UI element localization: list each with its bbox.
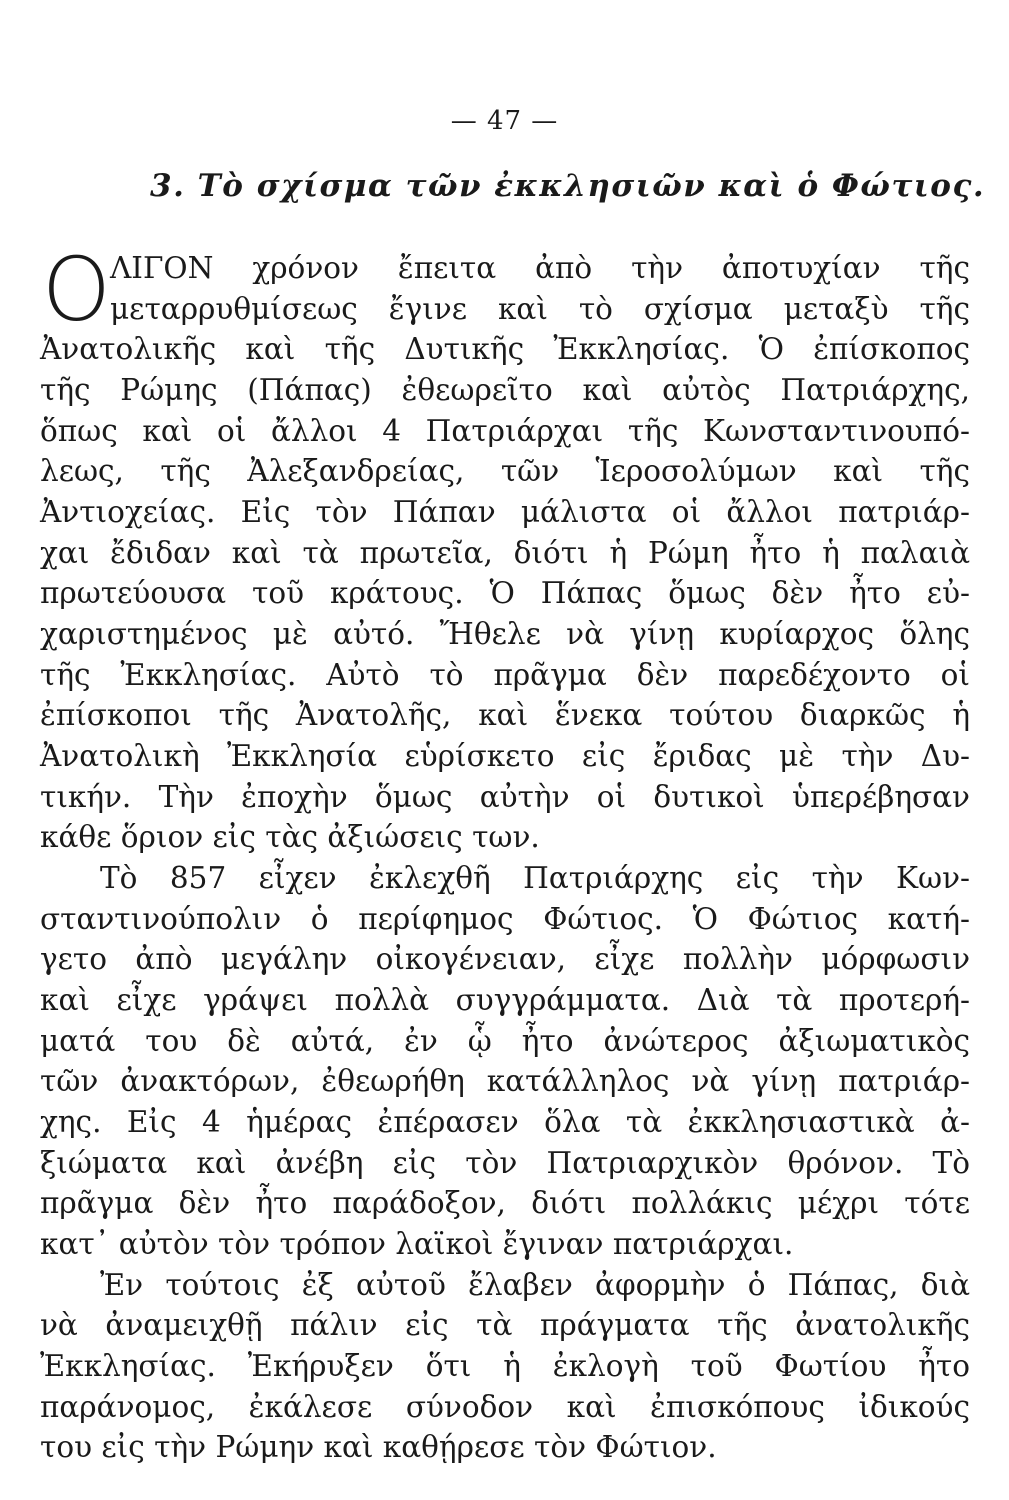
page-number: — 47 — [450, 106, 559, 136]
drop-cap: Ο [42, 239, 111, 341]
text-line: σταντινούπολιν ὁ περίφημος Φώτιος. Ὁ Φώτιος κατή- [40, 901, 970, 936]
text-line: τῆς Ρώμης (Πάπας) ἐθεωρεῖτο καὶ αὐτὸς Πατριάρχης, [40, 373, 970, 407]
text-line: τῆς Ἐκκλησίας. Αὐτὸ τὸ πρᾶγμα δὲν παρεδέχοντο οἱ [40, 657, 970, 692]
text-line: νὰ ἀναμειχθῇ πάλιν εἰς τὰ πράγματα τῆς ἀνατολικῆς [40, 1308, 970, 1343]
text-line: κάθε ὅριον εἰς τὰς ἀξιώσεις των. [40, 820, 540, 855]
text-line: Ἐν τούτοις ἐξ αὐτοῦ ἔλαβεν ἀφορμὴν ὁ Πάπας, διὰ [100, 1267, 970, 1302]
text-line: τῶν ἀνακτόρων, ἐθεωρήθη κατάλληλος νὰ γίνῃ πατριάρ- [40, 1064, 970, 1099]
text-line: Ἀνατολικῆς καὶ τῆς Δυτικῆς Ἐκκλησίας. Ὁ ἐπίσκοπος [40, 332, 970, 367]
text-line: τικήν. Τὴν ἐποχὴν ὅμως αὐτὴν οἱ δυτικοὶ ὑπερέβησαν [40, 779, 970, 814]
text-line: ἐπίσκοποι τῆς Ἀνατολῆς, καὶ ἕνεκα τούτου διαρκῶς ἡ [40, 698, 970, 733]
text-line: πρᾶγμα δὲν ἦτο παράδοξον, διότι πολλάκις μέχρι τότε [40, 1186, 970, 1221]
text-line: Τὸ 857 εἶχεν ἐκλεχθῆ Πατριάρχης εἰς τὴν Κων- [100, 861, 970, 895]
text-line: ὅπως καὶ οἱ ἄλλοι 4 Πατριάρχαι τῆς Κωνσταντινουπό- [40, 413, 970, 448]
text-line: κατ᾿ αὐτὸν τὸν τρόπον λαϊκοὶ ἔγιναν πατριάρχαι. [40, 1227, 794, 1261]
text-line: λεως, τῆς Ἀλεξανδρείας, τῶν Ἱεροσολύμων καὶ τῆς [40, 454, 970, 489]
text-line: καὶ εἶχε γράψει πολλὰ συγγράμματα. Διὰ τὰ προτερή- [40, 983, 970, 1017]
text-line: Ἀντιοχείας. Εἰς τὸν Πάπαν μάλιστα οἱ ἄλλοι πατριάρ- [40, 495, 970, 529]
text-line: ΛΙΓΟΝ χρόνον ἔπειτα ἀπὸ τὴν ἀποτυχίαν τῆς [110, 251, 970, 285]
text-line: ματά του δὲ αὐτά, ἐν ᾧ ἦτο ἀνώτερος ἀξιωματικὸς [40, 1023, 970, 1058]
text-line: μεταρρυθμίσεως ἔγινε καὶ τὸ σχίσμα μεταξὺ τῆς [110, 291, 970, 326]
text-line: χαι ἔδιδαν καὶ τὰ πρωτεῖα, διότι ἡ Ρώμη ἦτο ἡ παλαιὰ [40, 535, 970, 570]
text-line: ξιώματα καὶ ἀνέβη εἰς τὸν Πατριαρχικὸν θρόνον. Τὸ [40, 1145, 970, 1180]
text-line: χαριστημένος μὲ αὐτό. Ἤθελε νὰ γίνῃ κυρίαρχος ὅλης [40, 617, 970, 651]
text-line: Ἀνατολικὴ Ἐκκλησία εὑρίσκετο εἰς ἔριδας μὲ τὴν Δυ- [40, 739, 970, 773]
text-line: πρωτεύουσα τοῦ κράτους. Ὁ Πάπας ὅμως δὲν ἦτο εὐ- [40, 576, 970, 611]
section-heading: 3. Τὸ σχίσμα τῶν ἐκκλησιῶν καὶ ὁ Φώτιος. [150, 168, 986, 204]
text-line: του εἰς τὴν Ρώμην καὶ καθῄρεσε τὸν Φώτιον. [40, 1430, 717, 1465]
text-line: χης. Εἰς 4 ἡμέρας ἐπέρασεν ὅλα τὰ ἐκκλησιαστικὰ ἀ- [40, 1105, 970, 1139]
text-line: Ἐκκλησίας. Ἐκήρυξεν ὅτι ἡ ἐκλογὴ τοῦ Φωτίου ἦτο [40, 1349, 970, 1383]
text-line: γετο ἀπὸ μεγάλην οἰκογένειαν, εἶχε πολλὴν μόρφωσιν [40, 942, 970, 977]
text-line: παράνομος, ἐκάλεσε σύνοδον καὶ ἐπισκόπους ἰδικούς [40, 1389, 970, 1424]
